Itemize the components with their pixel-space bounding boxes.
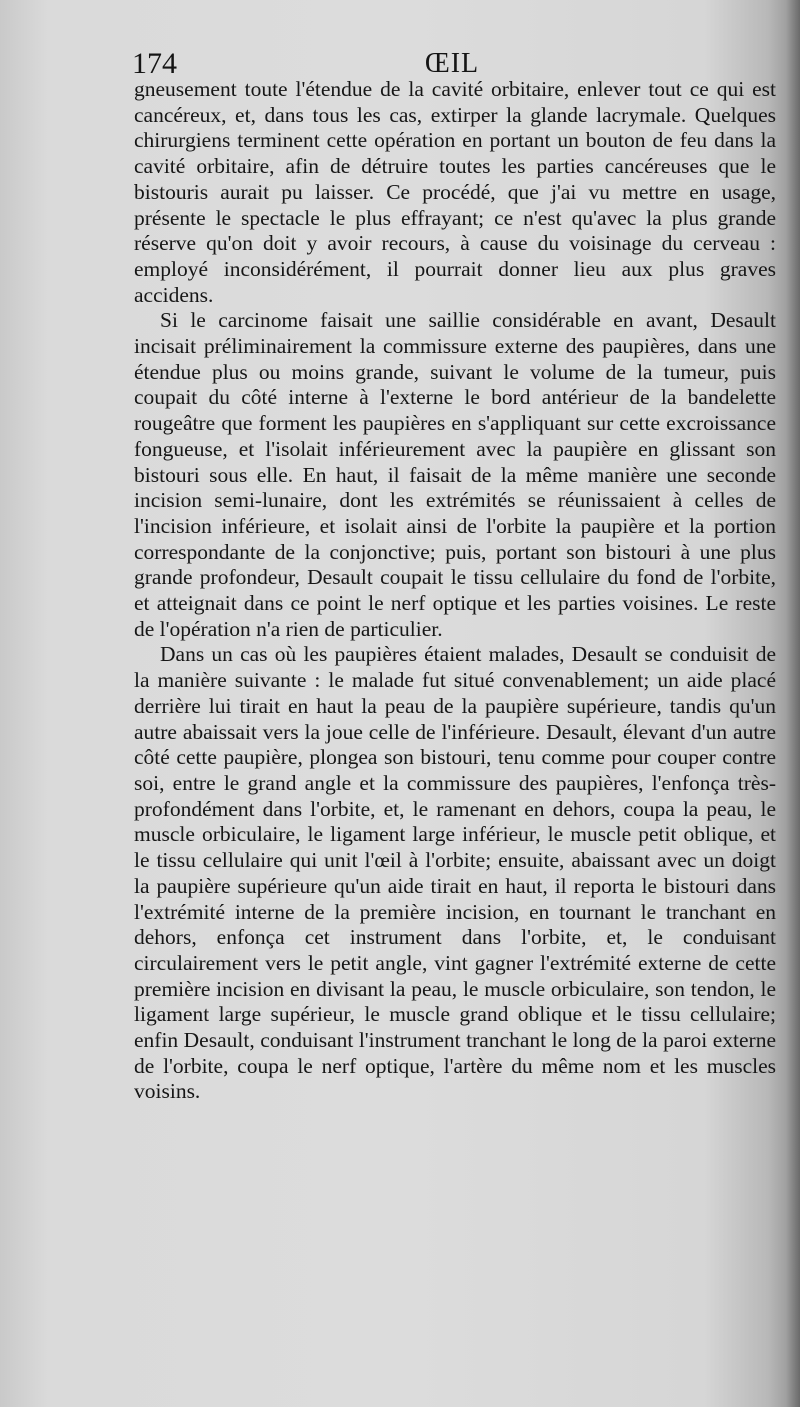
page-number: 174 [132, 47, 177, 80]
body-text [134, 77, 776, 1105]
paragraph-desault-case: Dans un cas où les paupières étaient malades, Desault se conduisit de la manière suivante : le malade fut situé convenablement; un aide placé derrière lui tirait en haut la peau de la paupière supérieure, tandis qu'un autre abaissait vers la joue celle de l'inférieure. Desault, élevant d'un autre côté cette paupière, plongea son bistouri, tenu comme pour couper contre soi, entre le grand angle et la commissure des paupières, l'enfonça très-profondément dans l'orbite, et, le ramenant en dehors, coupa la peau, le muscle orbiculaire, le ligament large inférieur, le muscle petit oblique, et le tissu cellulaire qui unit l'œil à l'orbite; ensuite, abaissant avec un doigt la paupière supérieure qu'un aide tirait en haut, il reporta le bistouri dans l'extrémité interne de la première incision, en tournant le tranchant en dehors, enfonça cet instrument dans l'orbite, et, le conduisant circulairement vers le petit angle, vint gagner l'extrémité externe de cette première incision en divisant la peau, le muscle orbiculaire, son tendon, le ligament large supérieur, le muscle grand oblique et le tissu cellulaire; enfin Desault, conduisant l'instrument tranchant le long de la paroi externe de l'orbite, coupa le nerf optique, l'artère du même nom et les muscles voisins. [134, 642, 776, 1104]
paragraph-carcinome: Si le carcinome faisait une saillie considérable en avant, Desault incisait préliminairement la commissure externe des paupières, dans une étendue plus ou moins grande, suivant le volume de la tumeur, puis coupait du côté interne à l'externe le bord antérieur de la bandelette rougeâtre que forment les paupières en s'appliquant sur cette excroissance fongueuse, et l'isolait inférieurement avec la paupière en glissant son bistouri sous elle. En haut, il faisait de la même manière une seconde incision semi-lunaire, dont les extrémités se réunissaient à celles de l'incision inférieure, et isolait ainsi de l'orbite la paupière et la portion correspondante de la conjonctive; puis, portant son bistouri à une plus grande profondeur, Desault coupait le tissu cellulaire du fond de l'orbite, et atteignait dans ce point le nerf optique et les parties voisines. Le reste de l'opération n'a rien de particulier. [134, 308, 776, 641]
running-head: ŒIL [424, 48, 480, 79]
paragraph-continued: gneusement toute l'étendue de la cavité orbitaire, enlever tout ce qui est cancéreux, et, dans tous les cas, extirper la glande lacrymale. Quelques chirurgiens terminent cette opération en portant un bouton de feu dans la cavité orbitaire, afin de détruire toutes les parties cancéreuses que le bistouris aurait pu laisser. Ce procédé, que j'ai vu mettre en usage, présente le spectacle le plus effrayant; ce n'est qu'avec la plus grande réserve qu'on doit y avoir recours, à cause du voisinage du cerveau : employé inconsidérément, il pourrait donner lieu aux plus graves accidens. [134, 77, 776, 307]
